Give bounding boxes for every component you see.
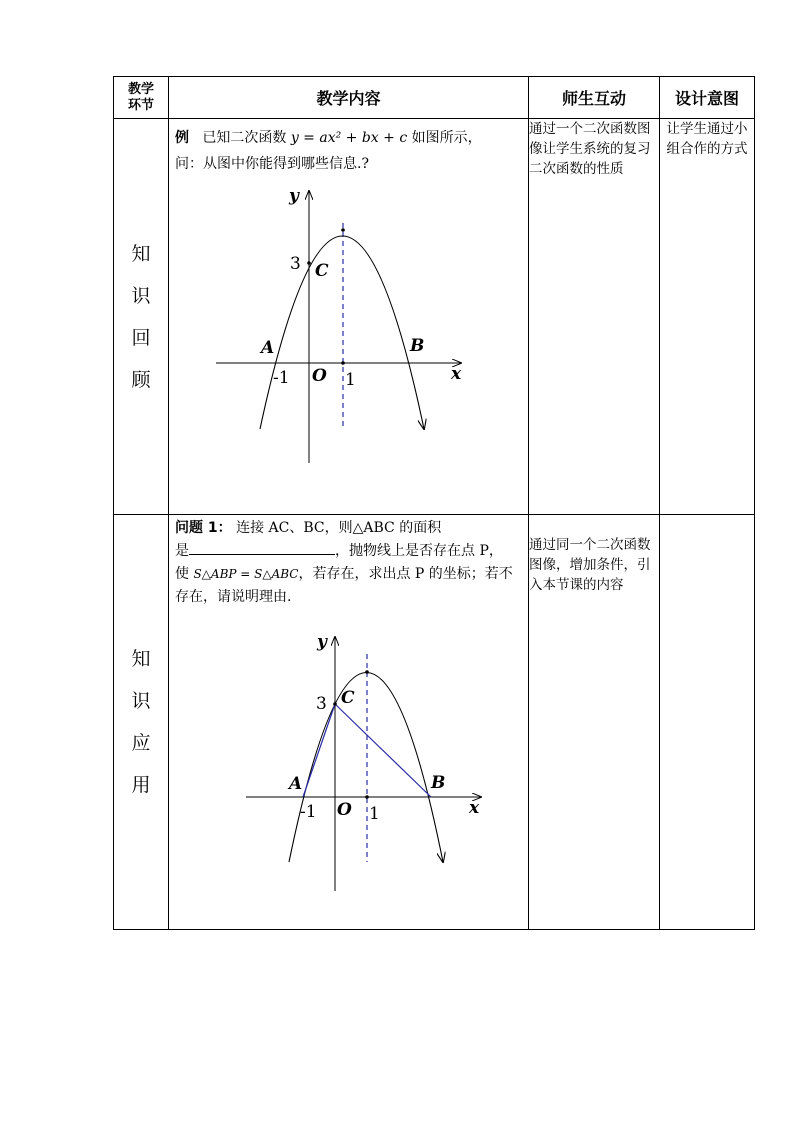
point-a-label: A bbox=[289, 774, 303, 794]
stage-char: 用 bbox=[131, 774, 151, 796]
origin-label: O bbox=[337, 800, 352, 820]
y-axis-label: y bbox=[317, 632, 327, 652]
row-application bbox=[114, 515, 755, 930]
stage-char: 回 bbox=[131, 326, 151, 349]
parabola-graph-review bbox=[169, 183, 527, 473]
example-label: 例 bbox=[175, 130, 189, 146]
point-c-dot bbox=[307, 261, 311, 265]
header-interaction: 师生互动 bbox=[529, 77, 660, 119]
header-stage-line2: 环节 bbox=[127, 97, 154, 113]
header-content: 教学内容 bbox=[169, 77, 529, 119]
x-axis-label: x bbox=[469, 798, 480, 818]
content-review bbox=[169, 119, 529, 515]
point-a-label: A bbox=[261, 338, 275, 358]
header-stage-line1: 教学 bbox=[127, 81, 154, 97]
y-axis-label: y bbox=[289, 186, 299, 206]
quadratic-formula: y = ax² + bx + c bbox=[290, 130, 408, 146]
segment-bc bbox=[335, 704, 431, 797]
stage-char: 知 bbox=[131, 242, 151, 265]
vertex-point bbox=[365, 670, 369, 674]
point-b-label: B bbox=[410, 336, 425, 356]
problem-line2-suffix: ，抛物线上是否存在点 P， bbox=[335, 543, 503, 559]
point-c-label: C bbox=[315, 261, 329, 281]
stage-char: 识 bbox=[131, 284, 151, 307]
example-question: 问：从图中你能得到哪些信息.? bbox=[175, 156, 369, 172]
problem-line3-suffix: ，若存在，求出点 P 的坐标；若不 bbox=[298, 566, 513, 582]
interaction-application: 通过同一个二次函数图像，增加条件，引入本节课的内容 bbox=[529, 515, 660, 930]
problem-line4: 存在，请说明理由. bbox=[175, 589, 292, 605]
header-stage bbox=[114, 77, 169, 119]
stage-char: 知 bbox=[131, 648, 151, 670]
example-text-after: 如图所示， bbox=[411, 130, 482, 146]
tick-neg-one: -1 bbox=[300, 802, 317, 822]
stage-review bbox=[114, 119, 169, 515]
tick-neg-one: -1 bbox=[273, 368, 290, 388]
stage-char: 顾 bbox=[131, 368, 151, 391]
tick-1-dot bbox=[365, 795, 369, 799]
header-intent: 设计意图 bbox=[660, 77, 755, 119]
example-text bbox=[169, 119, 528, 177]
y-intercept-label: 3 bbox=[290, 254, 301, 274]
problem-text bbox=[169, 515, 528, 609]
lesson-plan-table bbox=[113, 76, 755, 930]
row-review bbox=[114, 119, 755, 515]
area-equation: S△ABP = S△ABC bbox=[193, 567, 299, 581]
problem-line2-prefix: 是 bbox=[175, 543, 189, 559]
point-c-dot bbox=[333, 702, 337, 706]
intent-review: 让学生通过小组合作的方式 bbox=[660, 119, 755, 515]
vertex-point bbox=[341, 228, 345, 232]
point-c-label: C bbox=[341, 688, 355, 708]
segment-ac bbox=[303, 704, 335, 797]
stage-application bbox=[114, 515, 169, 930]
interaction-review: 通过一个二次函数图像让学生系统的复习二次函数的性质 bbox=[529, 119, 660, 515]
stage-char: 应 bbox=[131, 732, 151, 754]
example-text-before: 已知二次函数 bbox=[202, 130, 287, 146]
tick-one: 1 bbox=[345, 370, 356, 390]
x-axis-label: x bbox=[451, 364, 462, 384]
parabola-curve bbox=[289, 673, 446, 863]
tick-1-dot bbox=[341, 361, 345, 365]
parabola-curve bbox=[260, 236, 424, 429]
parabola-graph-application bbox=[169, 619, 527, 909]
origin-label: O bbox=[312, 366, 327, 386]
problem-line3-prefix: 使 bbox=[175, 566, 189, 582]
point-b-label: B bbox=[431, 773, 446, 793]
y-intercept-label: 3 bbox=[316, 694, 327, 714]
stage-char: 识 bbox=[131, 690, 151, 712]
answer-blank bbox=[189, 540, 335, 555]
header-row bbox=[114, 77, 755, 119]
content-application bbox=[169, 515, 529, 930]
tick-one: 1 bbox=[369, 804, 380, 824]
question-label: 问题 1： bbox=[175, 520, 232, 536]
intent-application bbox=[660, 515, 755, 930]
problem-line1: 连接 AC、BC，则△ABC 的面积 bbox=[236, 520, 442, 536]
